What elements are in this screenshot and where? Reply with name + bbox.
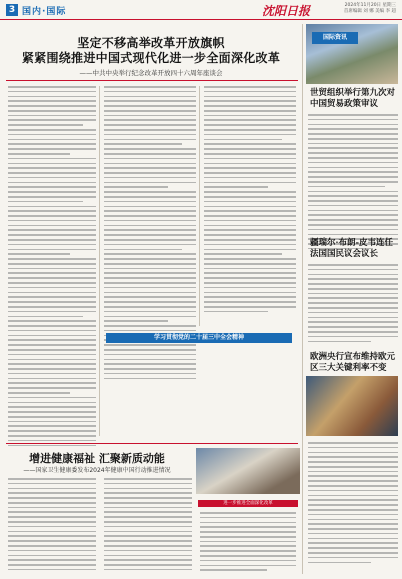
sidebar-headline-1: 世贸组织举行第九次对中国贸易政策审议 xyxy=(310,88,396,109)
body-text-block xyxy=(308,442,398,563)
sidebar-badge: 国际资讯 xyxy=(312,32,358,44)
study-banner: 学习贯彻党的二十届三中全会精神 xyxy=(106,333,292,343)
body-text-block xyxy=(8,478,96,570)
sidebar-text-1 xyxy=(308,114,398,253)
headline-line-1: 坚定不移高举改革开放旗帜 xyxy=(77,36,225,50)
bottom-column-1 xyxy=(8,478,96,574)
main-subtitle: ——中共中央举行纪念改革开放四十六周年座谈会 xyxy=(79,69,223,77)
date-line xyxy=(344,3,396,15)
editor-credit: 首席编辑 刘 娜 美编 李 超 xyxy=(343,9,396,14)
sidebar-photo-2 xyxy=(306,376,398,436)
newspaper-masthead: 沈阳日报 xyxy=(262,4,311,18)
bottom-column-3 xyxy=(200,512,296,574)
body-text-block xyxy=(200,512,296,571)
body-text-block xyxy=(8,86,96,446)
headline-line-2: 紧紧围绕推进中国式现代化进一步全面深化改革 xyxy=(21,51,281,65)
sidebar-headline-2: 疆瑞尔·布朗-皮韦连任法国国民议会议长 xyxy=(310,238,393,259)
sidebar-headline-3: 欧洲央行宣布维持欧元区三大关键利率不变 xyxy=(310,352,396,373)
bottom-photo xyxy=(196,448,300,494)
body-text-block xyxy=(104,478,192,570)
sidebar-divider xyxy=(302,24,303,574)
body-text-block xyxy=(204,86,296,312)
bottom-subtitle: ——国家卫生健康委发布2024年健康中国行动推进情况 xyxy=(23,467,171,474)
article-column-3 xyxy=(204,86,296,316)
bottom-mid-bar: 进一步推进全面深化改革 xyxy=(198,500,298,507)
main-headline xyxy=(6,36,296,66)
bottom-column-2 xyxy=(104,478,192,574)
headline-rule xyxy=(6,80,298,81)
sidebar-text-3 xyxy=(308,442,398,566)
sidebar-text-2 xyxy=(308,264,398,345)
body-text-block xyxy=(308,114,398,249)
publication-date: 2024年11月20日 星期三 xyxy=(344,3,396,8)
body-text-block xyxy=(308,264,398,342)
bottom-section-rule xyxy=(6,443,298,444)
section-name: 国内·国际 xyxy=(22,7,67,17)
article-column-1 xyxy=(8,86,96,449)
page-header xyxy=(0,0,402,20)
column-divider xyxy=(99,86,100,436)
section-number: 3 xyxy=(6,4,18,16)
bottom-headline: 增进健康福祉 汇聚新质动能 xyxy=(29,452,165,465)
column-divider xyxy=(199,86,200,326)
